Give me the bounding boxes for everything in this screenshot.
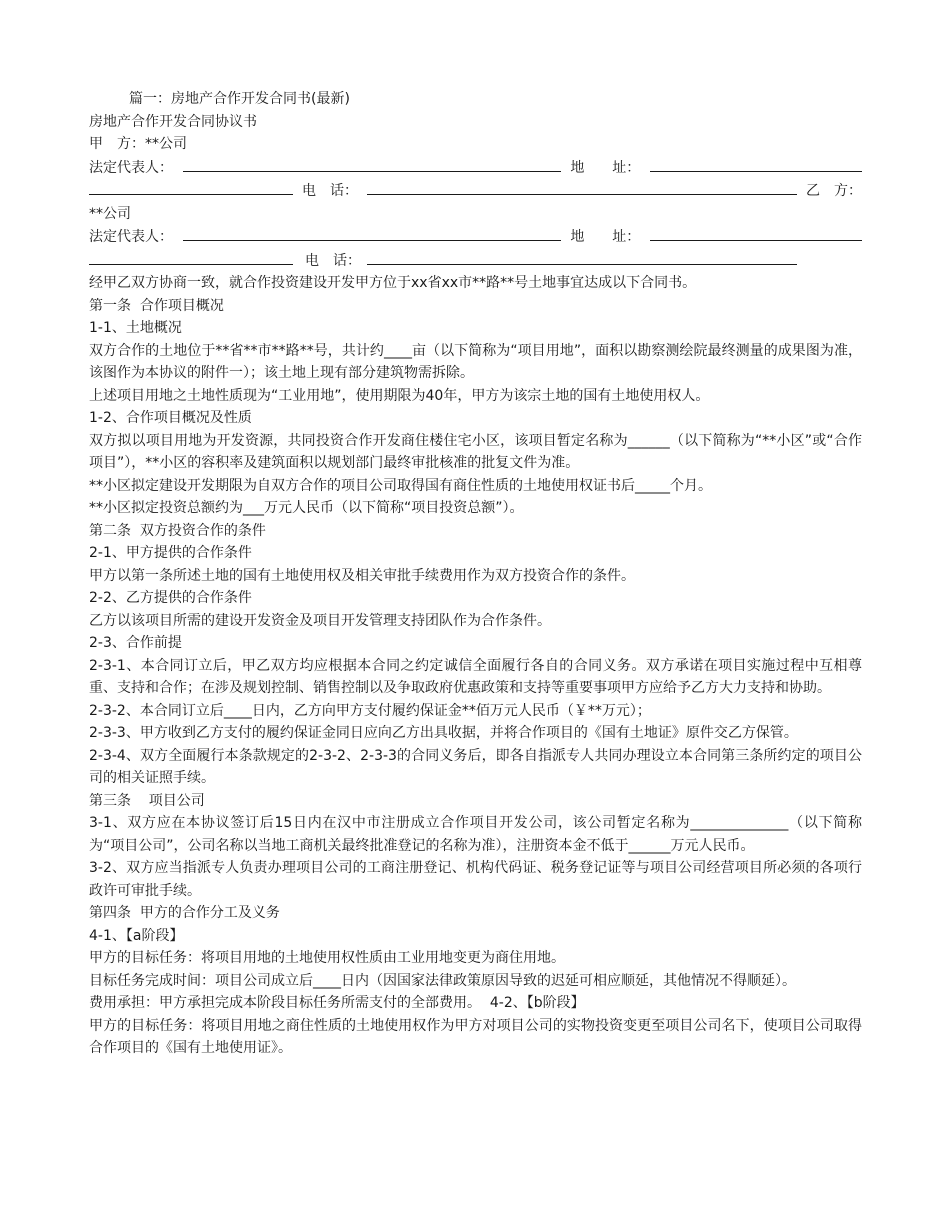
party-b-phone-blank (367, 249, 797, 265)
section-heading: 第四条 甲方的合作分工及义务 (89, 905, 280, 921)
paragraph: 甲方的目标任务：将项目用地的土地使用权性质由工业用地变更为商住用地。 (89, 950, 565, 966)
clause-heading: 2-1、甲方提供的合作条件 (89, 545, 252, 561)
party-b-address-blank-cont (89, 249, 293, 265)
document-body (89, 88, 862, 1060)
party-a-address-blank-cont (89, 179, 293, 195)
party-b-name: **公司 (89, 205, 131, 222)
document-title: 篇一：房地产合作开发合同书(最新) (129, 91, 350, 107)
paragraph: 2-3-1、本合同订立后，甲乙双方均应根据本合同之约定诚信全面履行各自的合同义务。双方承诺在项目实施过程中互相尊重、支持和合作；在涉及规划控制、销售控制以及争取政府优惠政策和支持等重要事项甲方应给予乙方大力支持和协助。 (89, 657, 862, 696)
party-b-address-label: 地 址： (570, 229, 641, 245)
paragraph: 3-1、双方应在本协议签订后15日内在汉中市注册成立合作项目开发公司，该公司暂定名称为______________（以下简称为“项目公司”，公司名称以当地工商机关最终批准登记的名称为准），注册资本金不低于______万元人民币。 (89, 815, 862, 854)
paragraph: 费用承担：甲方承担完成本阶段目标任务所需支付的全部费用。 4-2、【b阶段】 (89, 995, 585, 1011)
party-b-label: 乙 方： (806, 183, 862, 199)
section-heading: 第三条 项目公司 (89, 792, 205, 809)
paragraph: **小区拟定建设开发期限为自双方合作的项目公司取得国有商住性质的土地使用权证书后_____个月。 (89, 477, 712, 494)
clause-heading: 2-3、合作前提 (89, 635, 182, 651)
party-a-phone-label: 电 话： (302, 183, 358, 199)
party-a-phone-blank (367, 179, 797, 195)
party-b-phone-label: 电 话： (305, 252, 361, 269)
section-heading: 第二条 双方投资合作的条件 (89, 522, 266, 539)
paragraph: 3-2、双方应当指派专人负责办理项目公司的工商注册登记、机构代码证、税务登记证等与项目公司经营项目所必须的各项行政许可审批手续。 (89, 860, 862, 899)
party-b-rep-address-row (89, 225, 862, 249)
clause-heading: 4-1、【a阶段】 (89, 927, 184, 944)
party-a-address-blank (650, 156, 862, 172)
paragraph: 2-3-3、甲方收到乙方支付的履约保证金同日应向乙方出具收据，并将合作项目的《国有土地证》原件交乙方保管。 (89, 725, 798, 741)
party-a-rep-address-row (89, 156, 862, 180)
paragraph: 2-3-2、本合同订立后____日内，乙方向甲方支付履约保证金**佰万元人民币（￥**万元）； (89, 702, 651, 719)
paragraph: 甲方以第一条所述土地的国有土地使用权及相关审批手续费用作为双方投资合作的条件。 (89, 567, 635, 584)
clause-heading: 2-2、乙方提供的合作条件 (89, 590, 252, 606)
party-a-address-label: 地 址： (570, 159, 641, 176)
paragraph: 双方合作的土地位于**省**市**路**号，共计约____亩（以下简称为“项目用地”，面积以勘察测绘院最终测量的成果图为准，该图作为本协议的附件一）；该土地上现有部分建筑物需拆除。 (89, 342, 862, 381)
party-b-address-blank (650, 225, 862, 241)
section-heading: 第一条 合作项目概况 (89, 297, 224, 314)
paragraph: **小区拟定投资总额约为___万元人民币（以下简称“项目投资总额”）。 (89, 500, 524, 516)
paragraph: 2-3-4、双方全面履行本条款规定的2-3-2、2-3-3的合同义务后，即各自指派专人共同办理设立本合同第三条所约定的项目公司的相关证照手续。 (89, 747, 862, 786)
contract-name: 房地产合作开发合同协议书 (89, 113, 257, 130)
clause-heading: 1-1、土地概况 (89, 320, 182, 336)
paragraph: 目标任务完成时间：项目公司成立后____日内（因国家法律政策原因导致的迟延可相应顺延，其他情况不得顺延）。 (89, 972, 796, 989)
paragraph: 甲方的目标任务：将项目用地之商住性质的土地使用权作为甲方对项目公司的实物投资变更至项目公司名下，使项目公司取得合作项目的《国有土地使用证》。 (89, 1017, 862, 1056)
paragraph: 乙方以该项目所需的建设开发资金及项目开发管理支持团队作为合作条件。 (89, 612, 551, 629)
paragraph: 上述项目用地之土地性质现为“工业用地”，使用期限为40年，甲方为该宗土地的国有土地使用权人。 (89, 387, 710, 404)
party-a-name: 甲 方：**公司 (89, 136, 187, 152)
party-a-phone-row (89, 179, 862, 203)
party-b-rep-label: 法定代表人： (89, 229, 173, 245)
party-a-rep-blank (183, 156, 561, 172)
party-b-phone-row (89, 249, 862, 273)
party-a-rep-label: 法定代表人： (89, 159, 173, 176)
paragraph: 双方拟以项目用地为开发资源，共同投资合作开发商住楼住宅小区，该项目暂定名称为______（以下简称为“**小区”或“合作项目”），**小区的容积率及建筑面积以规划部门最终审批核准的批复文件为准。 (89, 432, 862, 471)
clause-heading: 1-2、合作项目概况及性质 (89, 410, 252, 426)
paragraph: 经甲乙双方协商一致，就合作投资建设开发甲方位于xx省xx市**路**号土地事宜达成以下合同书。 (89, 275, 697, 291)
party-b-rep-blank (183, 225, 561, 241)
